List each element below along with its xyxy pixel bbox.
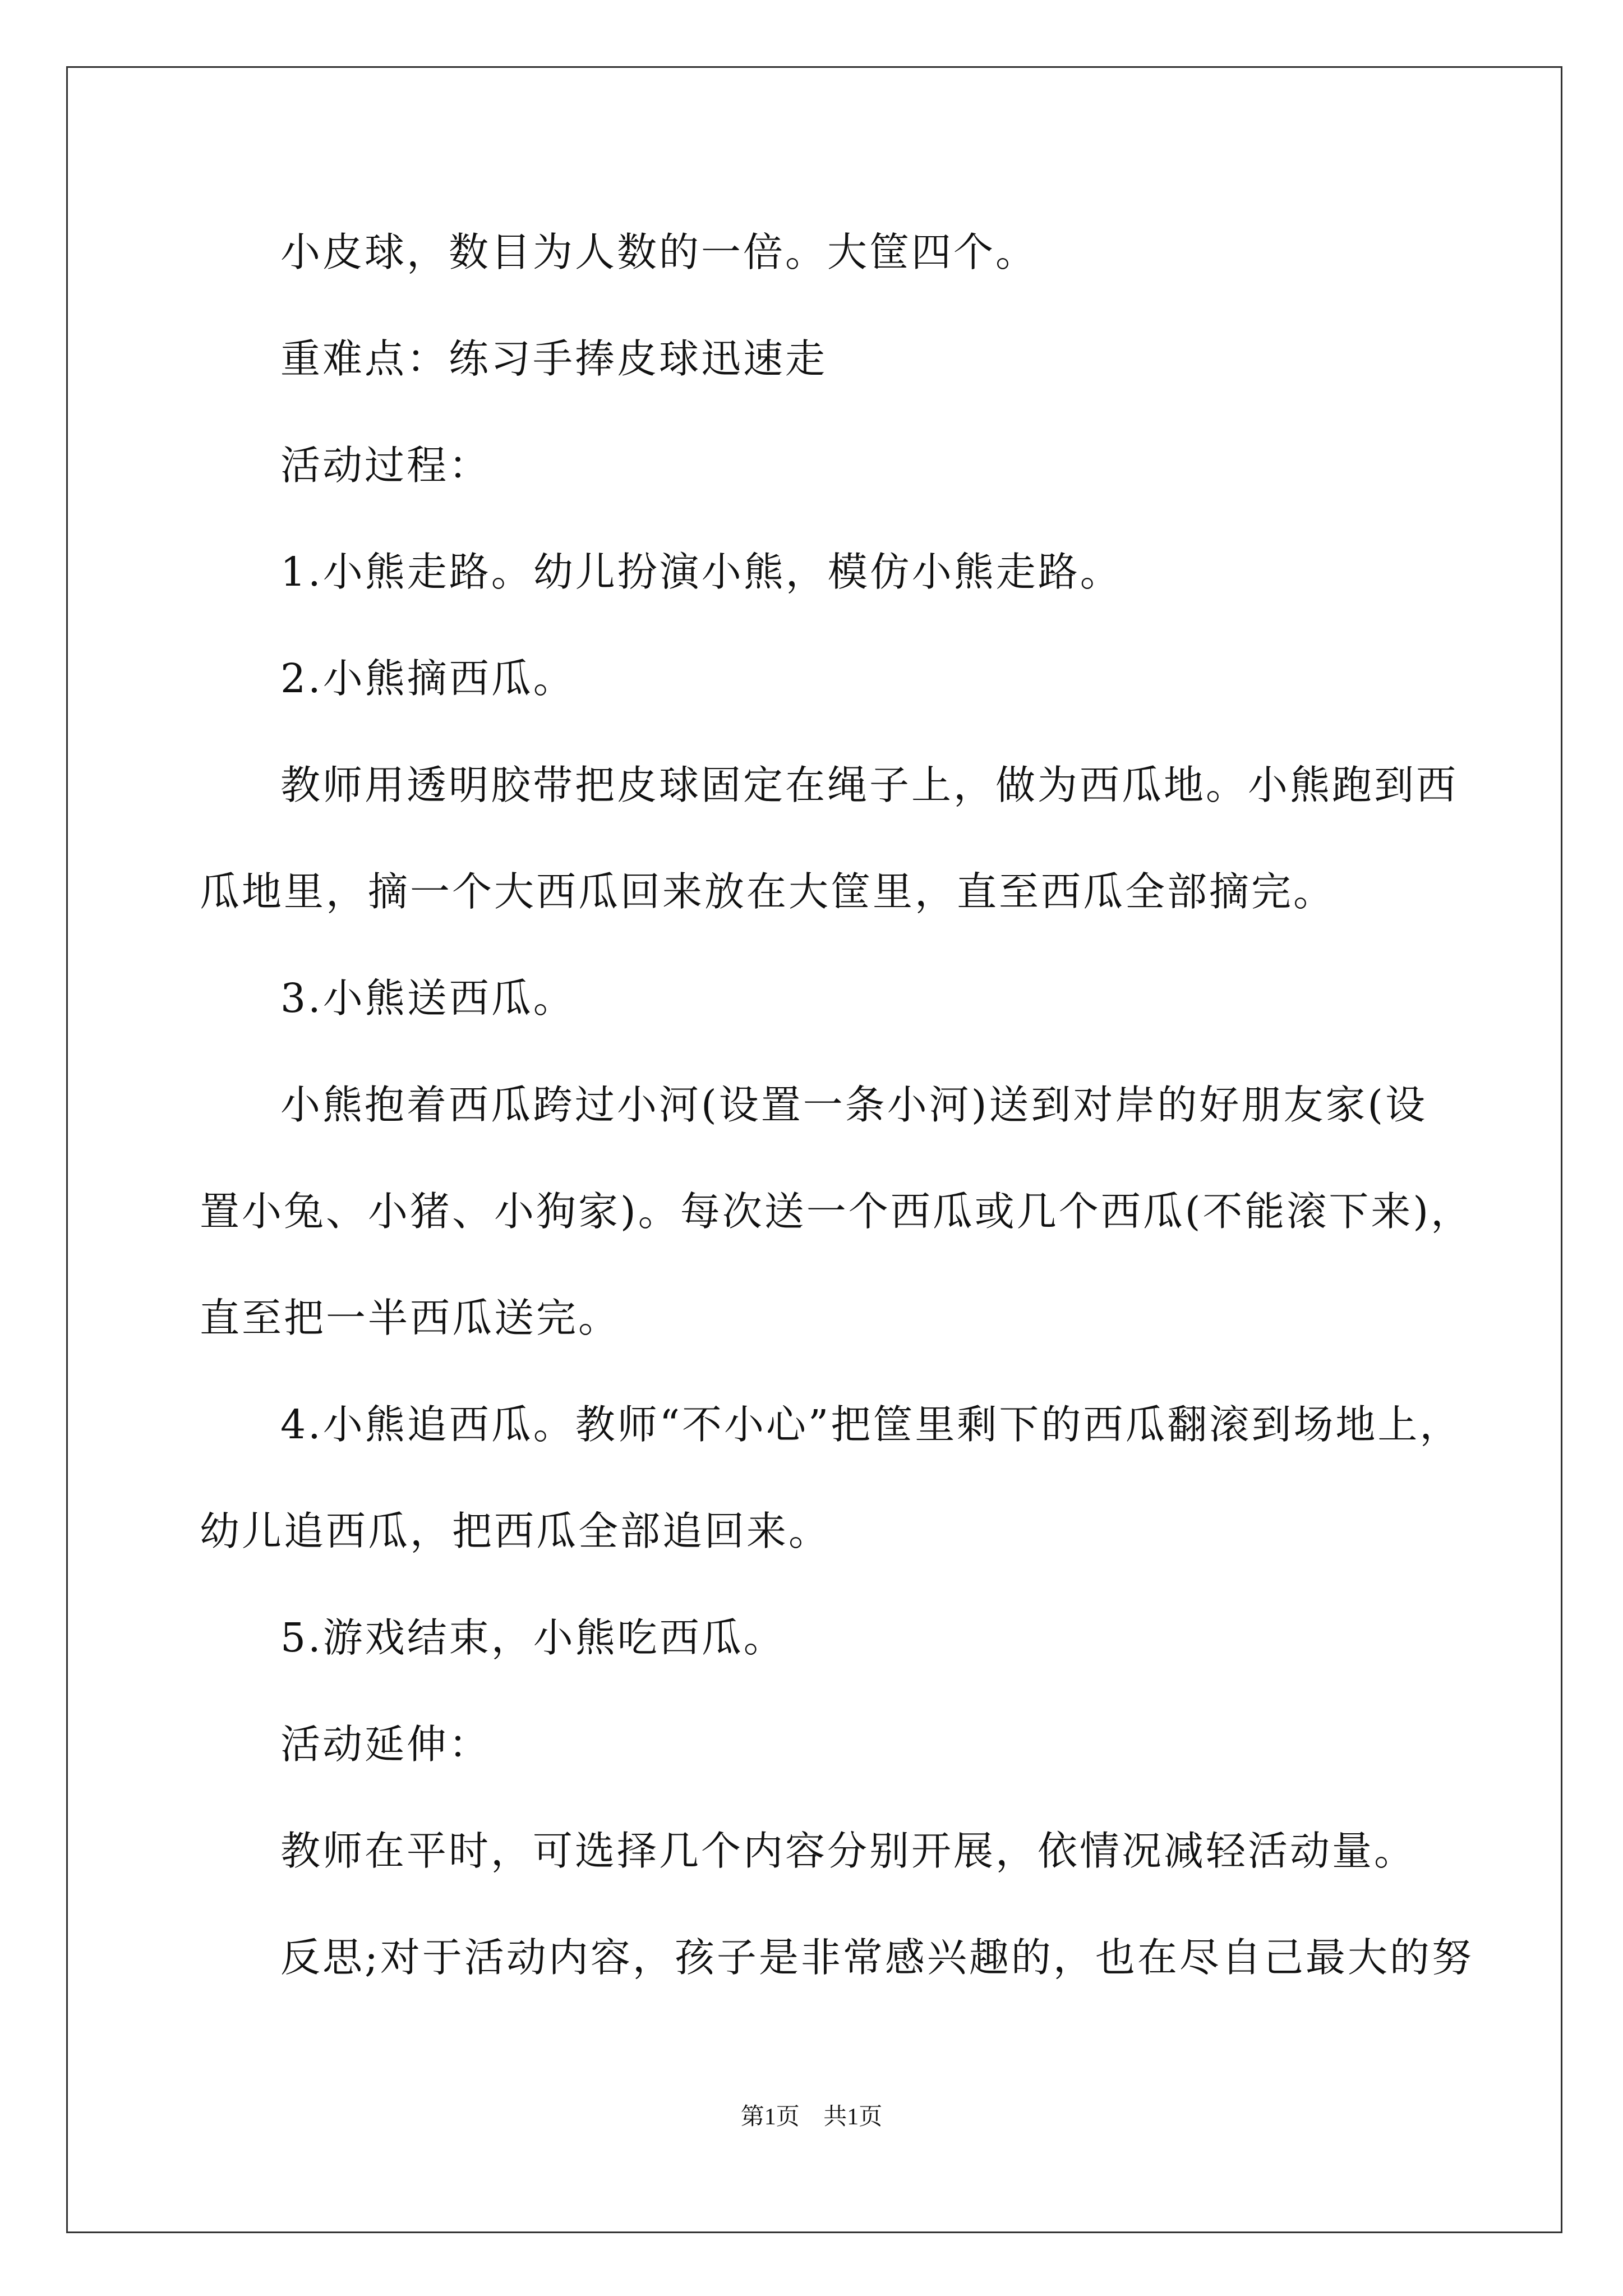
paragraph-line: 幼儿追西瓜，把西瓜全部追回来。 bbox=[200, 1508, 831, 1554]
paragraph-line: 重难点：练习手捧皮球迅速走 bbox=[280, 335, 828, 382]
paragraph-line: 小熊抱着西瓜跨过小河(设置一条小河)送到对岸的好朋友家(设 bbox=[280, 1082, 1428, 1128]
paragraph-line: 直至把一半西瓜送完。 bbox=[200, 1295, 621, 1341]
paragraph-line: 瓜地里，摘一个大西瓜回来放在大筐里，直至西瓜全部摘完。 bbox=[200, 868, 1336, 915]
paragraph-line: 教师在平时，可选择几个内容分别开展，依情况减轻活动量。 bbox=[280, 1828, 1417, 1874]
page-total: 共1页 bbox=[823, 2104, 883, 2130]
paragraph-line: 5.游戏结束，小熊吃西瓜。 bbox=[280, 1614, 786, 1661]
paragraph-line: 2.小熊摘西瓜。 bbox=[280, 655, 575, 702]
paragraph-line: 3.小熊送西瓜。 bbox=[280, 975, 575, 1022]
paragraph-line: 置小兔、小猪、小狗家)。每次送一个西瓜或几个西瓜(不能滚下来)， bbox=[200, 1188, 1473, 1235]
paragraph-line: 活动延伸： bbox=[280, 1721, 491, 1768]
paragraph-line: 小皮球，数目为人数的一倍。大筐四个。 bbox=[280, 229, 1038, 275]
page-footer bbox=[0, 2098, 1623, 2132]
paragraph-line: 反思;对于活动内容，孩子是非常感兴趣的，也在尽自己最大的努 bbox=[280, 1934, 1474, 1981]
paragraph-line: 1.小熊走路。幼儿扮演小熊，模仿小熊走路。 bbox=[280, 549, 1122, 595]
paragraph-line: 教师用透明胶带把皮球固定在绳子上，做为西瓜地。小熊跑到西 bbox=[280, 762, 1459, 808]
paragraph-line: 4.小熊追西瓜。教师“不小心”把筐里剩下的西瓜翻滚到场地上， bbox=[280, 1401, 1462, 1448]
page-number: 第1页 bbox=[740, 2104, 800, 2130]
paragraph-line: 活动过程： bbox=[280, 442, 491, 489]
